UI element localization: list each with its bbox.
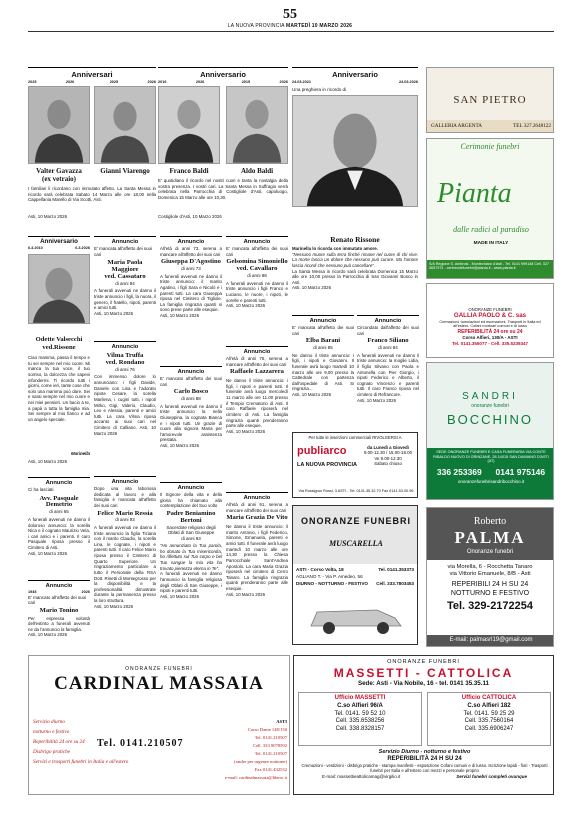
date-left-2: 2026 [65,80,75,85]
brand-name: Pianta [437,178,512,209]
block-title: Anniversari [71,70,113,79]
block-date: Asti, 10 Marzo 2026 [94,603,134,609]
email: E-mail: massettieattolicamag@virgilio.it [321,774,401,780]
deceased-name: Vilma Truffa [106,352,144,360]
brand-first-name: Roberto [473,516,507,527]
header-rule [28,31,554,32]
age: di anni 73 [181,266,201,272]
ad-massetti-cattolica [293,655,554,795]
office-title: Ufficio MASSETTI [334,695,386,701]
ad-heading: ONORANZE FUNEBRI [301,516,411,526]
brand-name: MASSETTI - CATTOLICA [333,665,514,680]
hours-line: 9.00-12.30 / 15.00-18.00 [363,450,413,456]
phone-1: 336 253369 [436,466,482,477]
quote-text: "Nessuno muore sulla terra finché rimane nel cuore di chi vive. La morte lascia un dolore che nessuno può curare. Ma l'amore lascia ricordi che nessuno può cancellare". [292,251,418,268]
deceased-name: Giuseppa D'Agostino [161,258,221,266]
subtitle: onoranze funebri [471,403,509,410]
contact-line: e-mail: cardinalmassaia@libero.it [224,775,287,781]
portrait-photo [28,86,90,164]
annuncio-siliano [357,315,419,425]
address: Via Rossignor Rossi, 3 ASTI - Tel. 0141.35.32.70 Fax 0141.53.00.96 [298,489,414,494]
service: Servizio diurno [33,719,65,725]
date-left-1: 2025 [28,80,37,85]
age: di anni 93 [181,535,201,541]
intro-text: E' mancata all'affetto dei suoi cari [226,246,288,257]
deceased-name: Aldo Baldi [240,167,274,175]
block-date: Asti, 10 Marzo 2026 [226,591,266,597]
deceased-name: Gelsomina Simoniello [226,258,288,266]
signature: Marinella [70,451,90,456]
subtitle: Onoranze funebri [466,548,514,555]
contact-line: Tel. 0141.210507 [254,751,287,757]
block-title: Annuncio [243,349,271,355]
body-text: Ne danno il triste annuncio: i figli, i nipoti e parenti tutti. Il funerale avrà luogo mercoledì 11 marzo alle ore 11.00 presso il Tempio Crematorio di Asti. Il caro Raffaele riposerà nel cimitero di Asti. La famiglia ringrazia quanti prenderanno parte alle esequie. [226,378,288,429]
body-text: A funerali avvenuti ne danno il triste annuncio: il marito Agatino, i figli Sara e Nicolò e i parenti tutti. La cara Giuseppa riposa nel Cimitero di Tigliole. La famiglia ringrazia quanti si sono prese parte alle esequie. [160,273,222,313]
phone: TEL 327.2648122 [513,122,551,129]
tagline: Cerimonie funebri [460,142,520,151]
body-text: A funerali avvenuti ne danno il triste annuncio: la moglie Lidia, il figlio Silvano con Paola e Antonella con Pier Giorgio, i nipoti Federico e Alberto, il cognato Vincenzo e parenti tutti. Il caro Franco riposa nel cimitero di Refrancore. [357,352,419,398]
headline: Per tutte le inserzioni commerciali RIVOLGERSI A [308,435,402,440]
annuncio-barani [292,315,354,425]
office-phone: Cell. 338.8328157 [335,726,385,733]
age: di anni 76 [115,366,135,372]
page-number: 55 [283,7,297,22]
date: 24.03.2021 [292,80,312,85]
ad-muscarella [292,505,418,645]
block-title: Annuncio [177,485,205,491]
body-text: I familiari li ricordano con immutato affetto. La Santa Messa in ricordo sarà celebrata Sabato 14 Marzo alle ore 18,00 nella Cappellania Marello di Via Scotti, Asti. [28,186,156,203]
age: di anni 88 [247,273,267,279]
service: notturno e festivo [33,728,70,735]
ad-heading: ONORANZE FUNEBRI [125,666,193,672]
email: onoranzefunebrisandribocchino.it [457,479,525,485]
phone: Tel. 0141.353373 [378,567,414,572]
date: 24.03.2026 [398,80,418,85]
portrait-photo [292,95,418,207]
date: 2026 [81,590,90,595]
office-title: Ufficio CATTOLICA [461,695,517,701]
annuncio-lazzarera [226,346,288,486]
deceased-name: Mario Tonino [39,606,79,614]
service: Disbrigo pratiche [33,748,71,755]
office-address: C.so Alfieri 96/A [337,702,383,709]
portrait-photo [158,86,220,164]
body-text: Per espressa volontà dell'estinto a funerali avvenuti ne da l'annuncio la famiglia. [28,615,90,632]
reperibility: REPERIBILITÀ 24 ore su 24 [457,328,523,335]
brand-name: MUSCARELLA [329,539,383,548]
block-date: Asti, 10 Marzo 2026 [94,310,134,316]
anniversario-odette [28,236,90,481]
date-right-1: 2025 [109,80,119,85]
date: 2016 [158,80,167,85]
publication-name: LA NUOVA PROVINCIA [227,23,285,29]
brand-name: PALMA [454,528,526,548]
deceased-name-2: ved. Cavallaro [236,265,278,273]
body-text: Ciao mamma, passa il tempo e tu sei sempre nel mio cuore. Mi manca la tua voce, il tuo sorriso, la dolcezza che sapevi infondermi. Ti ricordo tutti i giorni, come ieri, tante cose che solo una mamma può dare. Sei e sarai sempre nel mio cuore e nei miei pensieri. Un bacio a te, a papà a tutta la famiglia mia. Sei sempre al mio fianco e ad un angelo speciale. [28,355,90,422]
block-title: Annuncio [243,495,271,501]
deceased-name: Avv. Pasquale Demetrio [39,494,79,509]
brand-name: CARDINAL MASSAIA [54,673,264,695]
block-date: Asti, 10 Marzo 2026 [28,459,68,464]
portrait-photo [28,254,90,324]
portrait-photo [226,86,288,164]
deceased-name: Odette Valsecchi [35,336,83,343]
intro-text: Dopo una vita laboriosa dedicata al lavoro e alla famiglia è mancata all'affetto dei suoi cari [94,486,156,508]
block-date: Asti, 10 Marzo 2026 [226,303,266,309]
address-2: via Vittorio Emanuele, 8/B - Asti [449,571,531,578]
body-text: A funerali avvenuti ne danno il triste annuncio la nella Giuseppina, la cognata Bianca e i nipoti tutti. Un grazie di cuore alla signora Maria per l'amorevole assistenza prestata. [160,403,222,443]
address: SEDE ONORANZE FUNEBRI E CASA FUNERARIA VIA CONTE RIBALDO NUOVO DI GRINZANE, 28 14015 SAN DAMIANO D'ASTI (AT) [433,450,549,464]
hearse-image [307,598,405,638]
brand-name: publiarco [297,445,347,457]
address-2: AGLIANO T. - Via P. Amedeo, 56 [296,573,363,579]
block-date: Asti, 10 Marzo 2026 [28,632,68,638]
body-text: Con immenso dolore lo annunciano: i figli Davide, Daniele con Lisa e l'adorato nipote Cesare, la sorella Marilena, i cugini tutti, i nipoti Mirko, Gigi, Valerio, Claudio, Leo e Alessia, parenti e amici tutti. La cara Vilma riposa accanto ai suoi cari nel Cimitero di Calliano. Asti, 10 Marzo 2026 [94,374,156,436]
ad-heading: ONORANZE FUNEBRI [387,659,460,665]
contact-line: Tel. 0141.210507 [254,735,287,741]
deceased-name: Felice Mario Ressia [97,509,153,517]
anniversario-rissone [292,67,418,307]
brand-name: GALLIA PAOLO & C. sas [453,312,527,320]
body-text: La Santa Messa in ricordo sarà celebrata Domenica 15 Marzo alle ore 10,00 presso la Parrocchia di San Giovanni Bosco in Asti. [292,268,418,285]
anniversario-baldi [158,67,288,227]
office-phone: Cell. 335.6538256 [335,718,385,725]
brand-name-2: LA NUOVA PROVINCIA [297,462,357,469]
masthead-line [190,23,390,29]
address: S/A Regione S. Ambrosi - Montechiaro d'Asti - Tel. 0141 999148 Cell. 327 0657974 - cerimoniefunebri@pianta.it - www.pianta.it [427,260,554,278]
publication-date: MARTEDÌ 10 MARZO 2026 [286,23,353,29]
tagline: dalle radici al paradiso [453,225,529,234]
block-title: Annuncio [243,239,271,245]
age: di anni 85 [313,345,333,351]
office-phone: Cell. 335.6906247 [464,726,514,733]
contact-line: Cell. 333.9078592 [252,743,287,749]
ad-publiarco [292,432,418,498]
date: 2026 [195,80,205,85]
ad-gallia [426,283,554,358]
phone: Tel. 0141.355077 - Cell. 335.5239347 [452,340,528,346]
deceased-name: Padre Beniamino Bertoni [166,509,216,524]
gallery-name: GALLERIA ARGENTA [431,122,483,129]
deceased-name: Franco Baldi [169,167,209,175]
intro-text: Una preghiera in ricordo di [292,87,347,92]
hours-line: Ve 9.00-12.30 [374,455,402,461]
email: E-mail: palmasrl19@gmail.com [427,635,554,646]
reperibility-2: NOTTURNO E FESTIVO [450,589,530,597]
annuncio-dagostino [160,236,222,354]
intro-text: All'età di anni 91, serena a mancare all'affetto dei suoi cari [226,502,288,513]
office-address: C.so Alfieri 182 [467,702,511,709]
deceased-name: Valter Gavazza [36,167,82,175]
body-text: E' quotidiano il ricordo nel nostri cuori e tanta la nostalgia della vostra presenza. I vostri cari. La Santa Messa in Suffragio verrà celebrata nella Parrocchia di Costigliole d'Asti, capoluogo, Domenica 15 Marzo alle ore 10,30. [158,178,288,200]
deceased-name-2: ved. Cassataro [104,272,146,280]
service: DIURNO - NOTTURNO - FESTIVO [296,580,368,586]
address: via Morella, 6 - Rocchetta Tanaro [447,564,533,570]
annuncio-maggiore [94,236,156,336]
intro-text: E' mancato all'affetto dei suoi cari [28,594,87,606]
block-title: Annuncio [45,480,73,486]
ad-san-pietro [426,67,554,133]
contact-line: Fax 0141.432532 [254,767,287,773]
deceased-name: Elba Barani [305,337,341,345]
deceased-name: Franco Siliano [367,337,409,345]
deceased-name: Raffaele Lazzarera [230,368,284,376]
phone: Tel. 0141.210507 [97,738,184,749]
block-title: Annuncio [111,344,139,350]
deceased-occupation: (ex vetraio) [41,175,76,183]
age: di anni 88 [181,396,201,402]
annuncio-demetrio [28,477,90,577]
block-title: Annuncio [374,318,402,324]
body-text: Marinella lo ricorda con immutato amore. [292,246,378,251]
deceased-name-2: ved. Rondano [105,358,145,366]
block-date: Costigliole d'Asti, 10 Marzo 2026 [158,214,222,219]
hours-title: da Lunedì a Giovedì [367,445,409,450]
address: Corso Alfieri, 130/A - ASTI [462,335,518,341]
ad-pianta [426,138,554,279]
date: 1945 [28,590,37,595]
contact-line: Corso Dante 148/150 [247,727,287,733]
block-title: Annuncio [309,318,337,324]
anniversari-gavazza-viarengo [28,67,156,227]
service: Servizio Diurno - notturno e festivo [378,749,471,755]
phone: Tel. 329-2172254 [446,600,534,613]
body-text: A funerali avvenuti ne danno il triste annuncio i figli Franco e Luciano, le nuore, i nipoti, le sorelle e parenti tutti. [226,280,288,303]
annuncio-simoniello [226,236,288,340]
intro-text: Ci ha lasciati [28,487,54,493]
date: 6.3.2026 [75,245,90,250]
brand-name: SAN PIETRO [453,94,527,106]
intro-text: All'età di anni 75, serena a mancare all'affetto dei suoi cari [226,356,288,367]
deceased-name: Renato Rissone [330,235,380,244]
intro-text: All'età di anni 73, serena a mancare all'affetto dei suoi cari [160,246,222,257]
age: di anni 93 [115,517,135,523]
intro-text: Circondato dall'affetto dei suoi cari [357,325,419,336]
body-text: Ne danno il triste annuncio: i figli, i nipoti e Giovanni. Il funerale avrà luogo martedì 10 marzo alle ore 9,00 presso la Cattedrale con partenza dall'ospedale di Asti. Si ringrazia... [292,352,354,392]
intro-text: E' mancato all'affetto dei suoi cari [160,376,222,387]
annuncio-truffa [94,341,156,471]
block-title: Anniversario [332,70,378,79]
reperibility: REPERIBILI 24 H SU 24 [451,581,529,589]
block-date: Asti, 10 Marzo 2026 [160,443,200,449]
date-right-2: 2026 [147,80,156,85]
portrait-photo [94,86,156,164]
ad-roberto-palma [426,507,554,647]
block-title: Annuncio [111,479,139,485]
headquarters: Sede: Asti - Via Nobile, 16 - tel. 0141 35.35.11 [357,680,490,688]
ad-cardinal-massaia [28,655,290,795]
brand-name: SANDRI [462,391,518,402]
address: ASTI - Corso Volta, 18 [296,567,344,572]
ad-sandri-bocchino [426,362,554,500]
block-title: Annuncio [111,239,139,245]
deceased-name: Maria Paola Maggiore [107,259,143,273]
deceased-name: Maria Grazia De Vito [226,514,288,522]
service: Servizi e trasporti funebri in Italia e all'estero [33,758,129,765]
block-date: Asti, 10 Marzo 2026 [292,285,332,291]
brand-name-2: BOCCHINO [446,412,534,428]
contact-line: (anche per urgenze notturne) [234,759,287,765]
block-date: Asti, 10 Marzo 2026 [28,550,68,556]
block-title: Anniversario [40,238,78,245]
body-text: Ne danno il triste annuncio: il marito Antonio, i figli Federico, Simone, Emanuela, parenti e amici tutti. Il funerale avrà luogo martedì 10 marzo alle ore 14,30 presso la Chiesa Parrocchiale Sant'Andrea Apostolo. La cara Maria Grazia riposerà nel cimitero di Cerro Tanaro. La famiglia ringrazia quanti prenderanno parte alle esequie. [226,524,288,592]
date: 2015 [241,80,251,85]
role: Sacerdote religioso degli Oblati di San Giuseppe [166,524,216,536]
block-date: Asti, 10 Marzo 2026 [357,397,397,403]
date: 6.3.2010 [28,245,43,250]
age: di anni 94 [115,280,135,286]
age: di anni 84 [378,345,398,351]
block-date: Asti, 10 Marzo 2026 [28,214,68,219]
office-phone: Cell. 335.7560164 [464,718,514,725]
block-date: Asti, 10 Marzo 2026 [292,392,332,398]
description: Cremazioni, tumulazioni ed esumazioni. Trasporti in Italia ed all'estero. Cofani mortuari comuni e di lusso [439,319,541,329]
office-phone: Tel. 0141. 59 25 29 [463,710,515,717]
hours-line: Sabato chiuso [374,461,402,467]
date: 2026 [279,80,288,85]
office-phone: Tel. 0141. 59 52 10 [334,710,386,717]
age: di anni 65 [49,509,69,515]
annuncio-de-vito [226,492,288,652]
annuncio-ressia [94,476,156,651]
reperibility: REPERIBILITÀ 24 H SU 24 [387,755,462,762]
intro-text: E' mancata all'affetto dei suoi cari [292,325,354,336]
block-date: Asti, 10 Marzo 2026 [226,428,266,434]
block-title: Annuncio [45,583,73,589]
ad-heading: ONORANZE FUNEBRI [468,307,512,312]
annuncio-bertoni [160,482,222,652]
block-title: Annuncio [177,369,205,375]
block-title: Anniversario [200,70,246,79]
block-date: Asti, 10 Marzo 2026 [160,313,200,319]
deceased-name: Carlo Bosco [173,388,209,396]
made-in: MADE IN ITALY [473,241,509,246]
phone-2: 0141 975146 [495,466,546,477]
city: ASTI [276,719,287,724]
intro-text: Il Signore della vita e della gloria ha chiamato alla contemplazione del Suo volto [160,492,222,509]
phone-2: Cell. 333.7803453 [376,580,414,586]
block-title: Annuncio [177,239,205,245]
body-text: A funerali avvenuti ne danno il doloroso annuncio: la sorella Nica e il cognato Maurizio Vela, i cari amici e i parenti. Il caro Pasquale riposa presso il Cimitero di Asti. [28,516,90,550]
intro-text: E' mancata all'affetto dei suoi cari [94,246,153,257]
annuncio-tonino [28,580,90,650]
quote-text: "Ho annunziato la Tua parola, ho donato la Tua misericordia, ho riflettuto sul Tuo corpo e bel Tuo sangue la mia vita ha trovato pienezza eterna in Te". [160,543,222,571]
deceased-name: Gianni Viarengo [100,167,150,175]
deceased-name-2: ved.Rissone [42,344,76,351]
service: Reperibilità 24 ore su 24 [33,738,85,745]
description: Cremazioni - vestizioni - disbrigo pratiche - stampa manifesti - esposizione Cofani comuni e di lusso. Iscrizione lapidi - fiori - Trasporti funebri per Italia e all'estero con mezzi e personale proprio [301,763,548,774]
body-text: A funerali avvenuti ne danno il triste annuncio i figli, la nuora, il genero, il fratello, nipoti, parenti e amici tutti. [94,288,156,311]
annuncio-bosco [160,366,222,474]
block-date: Asti, 10 Marzo 2026 [160,593,200,599]
body-text: A funerali avvenuti ne danno il triste annuncio la figlia Tiziana con il marito Claudio, la sorella Lina, le cognate, i nipoti e parenti tutti. Il caro Felice Mario riposa presso il Cimitero di Quarto Superiore. Un ringraziamento particolare a tutto il Personale della RSA Dott. Rinetti di Montegrosso per la disponibilità e la professionalità dimostrate durante la permanenza presso la loro struttura. [94,524,156,604]
body-text: A funerali avvenuti ne danno l'annuncio la famiglia religiosa degli Oblati di San Giuseppe, i nipoti e parenti tutti. [160,571,222,594]
tagline: Servizi funebri completi ovunque [456,774,528,780]
